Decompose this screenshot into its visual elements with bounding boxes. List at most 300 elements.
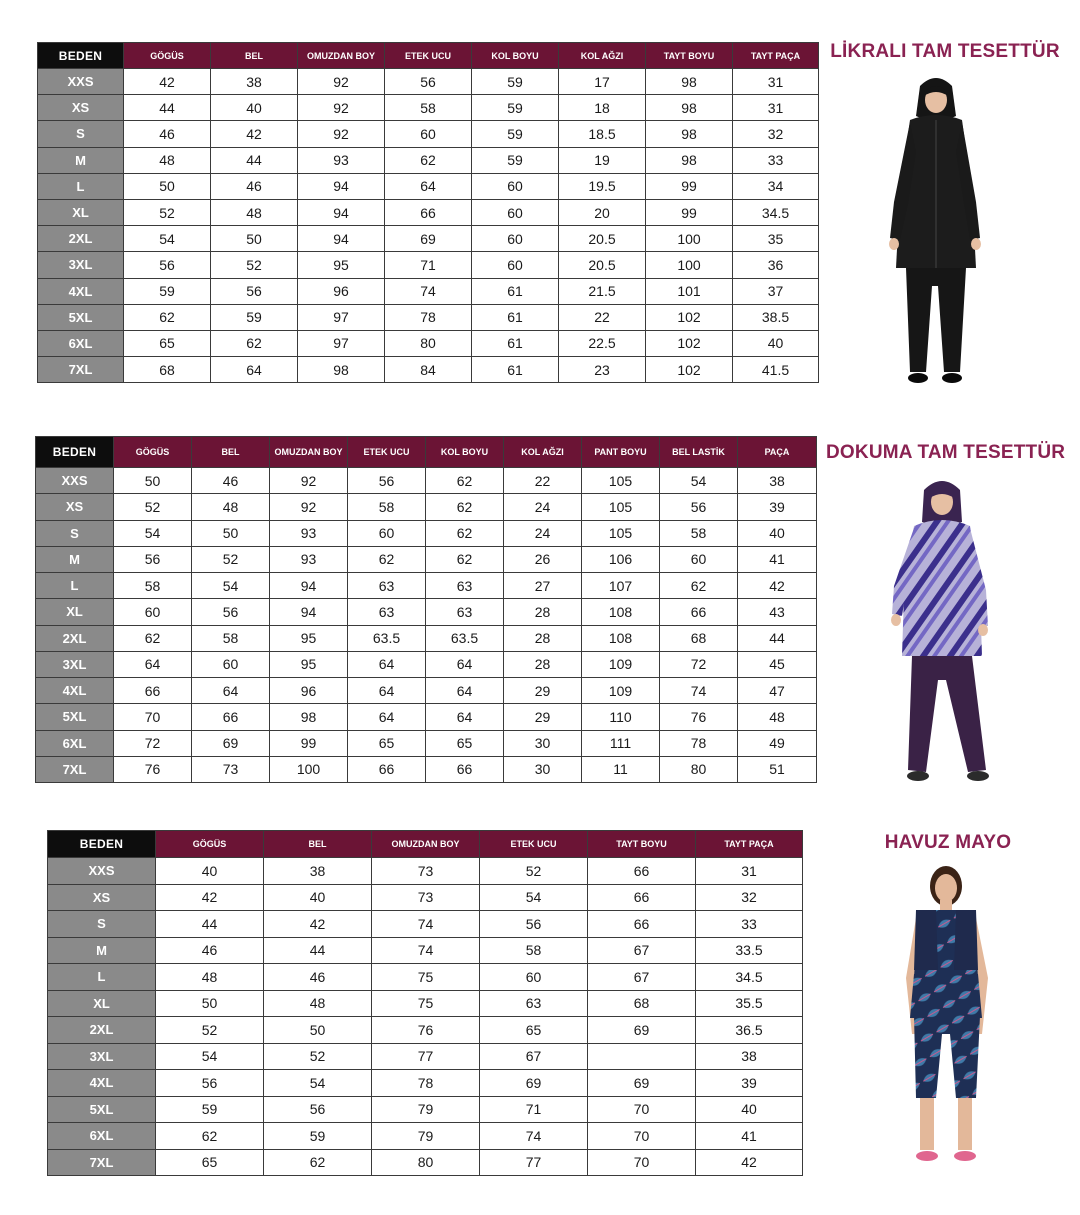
table-row bbox=[48, 1149, 803, 1176]
measurement-cell: 93 bbox=[270, 546, 348, 572]
measurement-cell: 80 bbox=[372, 1149, 480, 1176]
measurement-cell: 76 bbox=[372, 1017, 480, 1044]
measurement-cell: 59 bbox=[472, 147, 559, 173]
column-header: GÖGÜS bbox=[156, 831, 264, 858]
measurement-cell: 58 bbox=[480, 937, 588, 964]
measurement-cell: 34 bbox=[733, 173, 819, 199]
column-header: KOL AĞZI bbox=[504, 437, 582, 468]
table-row bbox=[36, 651, 817, 677]
measurement-cell: 61 bbox=[472, 330, 559, 356]
measurement-cell: 66 bbox=[588, 884, 696, 911]
table-row bbox=[36, 546, 817, 572]
column-header: KOL AĞZI bbox=[559, 43, 646, 69]
measurement-cell: 96 bbox=[298, 278, 385, 304]
measurement-cell: 19 bbox=[559, 147, 646, 173]
table-row bbox=[36, 573, 817, 599]
column-header: ETEK UCU bbox=[480, 831, 588, 858]
column-header: PAÇA bbox=[738, 437, 817, 468]
column-header: GÖGÜS bbox=[114, 437, 192, 468]
measurement-cell: 69 bbox=[385, 226, 472, 252]
measurement-cell: 29 bbox=[504, 678, 582, 704]
measurement-cell: 56 bbox=[192, 599, 270, 625]
measurement-cell: 35.5 bbox=[696, 990, 803, 1017]
column-header: BEL LASTİK bbox=[660, 437, 738, 468]
column-header: ETEK UCU bbox=[348, 437, 426, 468]
measurement-cell: 24 bbox=[504, 494, 582, 520]
measurement-cell: 74 bbox=[480, 1123, 588, 1150]
measurement-cell: 62 bbox=[426, 494, 504, 520]
measurement-cell: 44 bbox=[738, 625, 817, 651]
size-label: 6XL bbox=[48, 1123, 156, 1150]
measurement-cell: 94 bbox=[298, 226, 385, 252]
column-header: TAYT BOYU bbox=[588, 831, 696, 858]
measurement-cell: 72 bbox=[114, 730, 192, 756]
size-label: M bbox=[36, 546, 114, 572]
measurement-cell: 30 bbox=[504, 756, 582, 782]
measurement-cell: 46 bbox=[211, 173, 298, 199]
measurement-cell: 66 bbox=[588, 911, 696, 938]
size-label: M bbox=[38, 147, 124, 173]
measurement-cell: 59 bbox=[264, 1123, 372, 1150]
measurement-cell: 23 bbox=[559, 357, 646, 383]
measurement-cell: 31 bbox=[733, 95, 819, 121]
measurement-cell: 61 bbox=[472, 278, 559, 304]
measurement-cell: 62 bbox=[426, 468, 504, 494]
table-row bbox=[48, 990, 803, 1017]
column-header: KOL BOYU bbox=[472, 43, 559, 69]
measurement-cell: 56 bbox=[480, 911, 588, 938]
measurement-cell: 19.5 bbox=[559, 173, 646, 199]
measurement-cell: 35 bbox=[733, 226, 819, 252]
size-label: 5XL bbox=[36, 704, 114, 730]
size-label: 2XL bbox=[36, 625, 114, 651]
measurement-cell: 66 bbox=[660, 599, 738, 625]
measurement-cell: 58 bbox=[660, 520, 738, 546]
size-table-dokuma bbox=[35, 436, 817, 783]
measurement-cell: 65 bbox=[348, 730, 426, 756]
measurement-cell: 44 bbox=[211, 147, 298, 173]
measurement-cell: 22.5 bbox=[559, 330, 646, 356]
size-label: S bbox=[38, 121, 124, 147]
measurement-cell: 74 bbox=[385, 278, 472, 304]
measurement-cell: 59 bbox=[472, 69, 559, 95]
measurement-cell: 41 bbox=[738, 546, 817, 572]
table-row bbox=[38, 304, 819, 330]
column-header: OMUZDAN BOY bbox=[372, 831, 480, 858]
measurement-cell: 64 bbox=[114, 651, 192, 677]
measurement-cell: 78 bbox=[660, 730, 738, 756]
measurement-cell: 70 bbox=[588, 1123, 696, 1150]
measurement-cell: 36 bbox=[733, 252, 819, 278]
measurement-cell: 69 bbox=[588, 1017, 696, 1044]
measurement-cell: 39 bbox=[696, 1070, 803, 1097]
measurement-cell: 97 bbox=[298, 304, 385, 330]
size-label: 4XL bbox=[38, 278, 124, 304]
column-header: BEL bbox=[192, 437, 270, 468]
measurement-cell: 20.5 bbox=[559, 252, 646, 278]
measurement-cell: 110 bbox=[582, 704, 660, 730]
measurement-cell: 74 bbox=[372, 937, 480, 964]
measurement-cell: 54 bbox=[480, 884, 588, 911]
measurement-cell: 41 bbox=[696, 1123, 803, 1150]
measurement-cell: 59 bbox=[156, 1096, 264, 1123]
measurement-cell: 59 bbox=[472, 95, 559, 121]
measurement-cell: 40 bbox=[264, 884, 372, 911]
measurement-cell: 32 bbox=[696, 884, 803, 911]
table-row bbox=[38, 95, 819, 121]
measurement-cell: 56 bbox=[385, 69, 472, 95]
measurement-cell: 28 bbox=[504, 625, 582, 651]
measurement-cell: 66 bbox=[348, 756, 426, 782]
measurement-cell: 62 bbox=[426, 546, 504, 572]
measurement-cell: 46 bbox=[156, 937, 264, 964]
measurement-cell: 77 bbox=[372, 1043, 480, 1070]
measurement-cell: 51 bbox=[738, 756, 817, 782]
measurement-cell: 92 bbox=[298, 121, 385, 147]
table-row bbox=[38, 226, 819, 252]
table-row bbox=[38, 252, 819, 278]
table-row bbox=[48, 911, 803, 938]
measurement-cell: 65 bbox=[426, 730, 504, 756]
measurement-cell: 63 bbox=[348, 599, 426, 625]
measurement-cell: 52 bbox=[114, 494, 192, 520]
measurement-cell: 44 bbox=[124, 95, 211, 121]
measurement-cell bbox=[588, 1043, 696, 1070]
measurement-cell: 58 bbox=[385, 95, 472, 121]
column-header: OMUZDAN BOY bbox=[298, 43, 385, 69]
measurement-cell: 17 bbox=[559, 69, 646, 95]
measurement-cell: 93 bbox=[270, 520, 348, 546]
measurement-cell: 60 bbox=[192, 651, 270, 677]
measurement-cell: 63 bbox=[480, 990, 588, 1017]
measurement-cell: 60 bbox=[472, 199, 559, 225]
measurement-cell: 54 bbox=[114, 520, 192, 546]
measurement-cell: 95 bbox=[298, 252, 385, 278]
measurement-cell: 63 bbox=[426, 599, 504, 625]
measurement-cell: 72 bbox=[660, 651, 738, 677]
measurement-cell: 59 bbox=[472, 121, 559, 147]
measurement-cell: 52 bbox=[264, 1043, 372, 1070]
size-label: 7XL bbox=[36, 756, 114, 782]
table-row bbox=[48, 1096, 803, 1123]
measurement-cell: 44 bbox=[156, 911, 264, 938]
measurement-cell: 68 bbox=[124, 357, 211, 383]
measurement-cell: 105 bbox=[582, 520, 660, 546]
table-row bbox=[36, 520, 817, 546]
measurement-cell: 56 bbox=[264, 1096, 372, 1123]
measurement-cell: 59 bbox=[211, 304, 298, 330]
size-label: L bbox=[48, 964, 156, 991]
measurement-cell: 44 bbox=[264, 937, 372, 964]
measurement-cell: 101 bbox=[646, 278, 733, 304]
size-label: S bbox=[48, 911, 156, 938]
measurement-cell: 94 bbox=[270, 573, 348, 599]
table-row bbox=[36, 468, 817, 494]
measurement-cell: 64 bbox=[348, 704, 426, 730]
measurement-cell: 56 bbox=[211, 278, 298, 304]
size-label: 2XL bbox=[48, 1017, 156, 1044]
measurement-cell: 54 bbox=[264, 1070, 372, 1097]
table-row bbox=[38, 330, 819, 356]
measurement-cell: 107 bbox=[582, 573, 660, 599]
measurement-cell: 62 bbox=[348, 546, 426, 572]
measurement-cell: 67 bbox=[588, 964, 696, 991]
measurement-cell: 60 bbox=[385, 121, 472, 147]
column-header: OMUZDAN BOY bbox=[270, 437, 348, 468]
measurement-cell: 40 bbox=[696, 1096, 803, 1123]
model-photo-likrali bbox=[880, 72, 990, 388]
measurement-cell: 99 bbox=[270, 730, 348, 756]
measurement-cell: 62 bbox=[385, 147, 472, 173]
measurement-cell: 52 bbox=[192, 546, 270, 572]
measurement-cell: 102 bbox=[646, 330, 733, 356]
header-beden: BEDEN bbox=[38, 43, 124, 69]
measurement-cell: 64 bbox=[385, 173, 472, 199]
measurement-cell: 48 bbox=[211, 199, 298, 225]
measurement-cell: 46 bbox=[192, 468, 270, 494]
header-beden: BEDEN bbox=[36, 437, 114, 468]
header-beden: BEDEN bbox=[48, 831, 156, 858]
size-label: XL bbox=[36, 599, 114, 625]
table-row bbox=[38, 147, 819, 173]
size-label: 7XL bbox=[48, 1149, 156, 1176]
measurement-cell: 29 bbox=[504, 704, 582, 730]
measurement-cell: 68 bbox=[660, 625, 738, 651]
size-label: M bbox=[48, 937, 156, 964]
measurement-cell: 20 bbox=[559, 199, 646, 225]
measurement-cell: 71 bbox=[385, 252, 472, 278]
measurement-cell: 63 bbox=[426, 573, 504, 599]
measurement-cell: 62 bbox=[660, 573, 738, 599]
measurement-cell: 41.5 bbox=[733, 357, 819, 383]
measurement-cell: 27 bbox=[504, 573, 582, 599]
measurement-cell: 95 bbox=[270, 651, 348, 677]
measurement-cell: 58 bbox=[114, 573, 192, 599]
table-row bbox=[38, 357, 819, 383]
measurement-cell: 24 bbox=[504, 520, 582, 546]
measurement-cell: 73 bbox=[192, 756, 270, 782]
measurement-cell: 32 bbox=[733, 121, 819, 147]
measurement-cell: 64 bbox=[348, 651, 426, 677]
measurement-cell: 37 bbox=[733, 278, 819, 304]
product-title-havuz: HAVUZ MAYO bbox=[884, 832, 1012, 853]
measurement-cell: 94 bbox=[270, 599, 348, 625]
measurement-cell: 102 bbox=[646, 304, 733, 330]
size-label: XS bbox=[48, 884, 156, 911]
model-photo-dokuma bbox=[886, 474, 996, 788]
measurement-cell: 11 bbox=[582, 756, 660, 782]
column-header: GÖGÜS bbox=[124, 43, 211, 69]
measurement-cell: 21.5 bbox=[559, 278, 646, 304]
measurement-cell: 65 bbox=[480, 1017, 588, 1044]
column-header: BEL bbox=[211, 43, 298, 69]
measurement-cell: 65 bbox=[124, 330, 211, 356]
measurement-cell: 48 bbox=[124, 147, 211, 173]
table-row bbox=[48, 1017, 803, 1044]
size-label: XL bbox=[48, 990, 156, 1017]
measurement-cell: 109 bbox=[582, 678, 660, 704]
measurement-cell: 60 bbox=[114, 599, 192, 625]
measurement-cell: 63.5 bbox=[348, 625, 426, 651]
measurement-cell: 48 bbox=[264, 990, 372, 1017]
measurement-cell: 22 bbox=[559, 304, 646, 330]
measurement-cell: 98 bbox=[646, 147, 733, 173]
table-row bbox=[48, 1070, 803, 1097]
measurement-cell: 30 bbox=[504, 730, 582, 756]
model-photo-havuz bbox=[896, 858, 996, 1168]
table-row bbox=[38, 278, 819, 304]
measurement-cell: 105 bbox=[582, 494, 660, 520]
table-row bbox=[36, 704, 817, 730]
measurement-cell: 54 bbox=[156, 1043, 264, 1070]
measurement-cell: 94 bbox=[298, 199, 385, 225]
table-row bbox=[48, 964, 803, 991]
measurement-cell: 38 bbox=[264, 858, 372, 885]
measurement-cell: 69 bbox=[192, 730, 270, 756]
size-table-likrali bbox=[37, 42, 819, 383]
measurement-cell: 84 bbox=[385, 357, 472, 383]
measurement-cell: 20.5 bbox=[559, 226, 646, 252]
measurement-cell: 42 bbox=[156, 884, 264, 911]
measurement-cell: 109 bbox=[582, 651, 660, 677]
measurement-cell: 52 bbox=[480, 858, 588, 885]
measurement-cell: 64 bbox=[211, 357, 298, 383]
table-row bbox=[38, 199, 819, 225]
measurement-cell: 94 bbox=[298, 173, 385, 199]
measurement-cell: 97 bbox=[298, 330, 385, 356]
measurement-cell: 18.5 bbox=[559, 121, 646, 147]
measurement-cell: 98 bbox=[270, 704, 348, 730]
measurement-cell: 62 bbox=[124, 304, 211, 330]
size-table-havuz bbox=[47, 830, 803, 1176]
measurement-cell: 105 bbox=[582, 468, 660, 494]
measurement-cell: 60 bbox=[660, 546, 738, 572]
measurement-cell: 62 bbox=[426, 520, 504, 546]
table-row bbox=[48, 884, 803, 911]
measurement-cell: 96 bbox=[270, 678, 348, 704]
measurement-cell: 46 bbox=[124, 121, 211, 147]
measurement-cell: 62 bbox=[156, 1123, 264, 1150]
measurement-cell: 67 bbox=[588, 937, 696, 964]
measurement-cell: 100 bbox=[270, 756, 348, 782]
size-label: XL bbox=[38, 199, 124, 225]
measurement-cell: 54 bbox=[192, 573, 270, 599]
measurement-cell: 40 bbox=[738, 520, 817, 546]
measurement-cell: 38 bbox=[211, 69, 298, 95]
measurement-cell: 68 bbox=[588, 990, 696, 1017]
measurement-cell: 80 bbox=[385, 330, 472, 356]
size-label: L bbox=[36, 573, 114, 599]
measurement-cell: 75 bbox=[372, 990, 480, 1017]
measurement-cell: 50 bbox=[114, 468, 192, 494]
measurement-cell: 34.5 bbox=[733, 199, 819, 225]
table-row bbox=[48, 1043, 803, 1070]
table-row bbox=[36, 494, 817, 520]
measurement-cell: 66 bbox=[192, 704, 270, 730]
measurement-cell: 56 bbox=[114, 546, 192, 572]
measurement-cell: 40 bbox=[211, 95, 298, 121]
measurement-cell: 58 bbox=[192, 625, 270, 651]
measurement-cell: 60 bbox=[472, 226, 559, 252]
measurement-cell: 71 bbox=[480, 1096, 588, 1123]
measurement-cell: 56 bbox=[124, 252, 211, 278]
size-label: 3XL bbox=[36, 651, 114, 677]
measurement-cell: 67 bbox=[480, 1043, 588, 1070]
table-row bbox=[48, 937, 803, 964]
measurement-cell: 59 bbox=[124, 278, 211, 304]
measurement-cell: 99 bbox=[646, 199, 733, 225]
measurement-cell: 26 bbox=[504, 546, 582, 572]
measurement-cell: 42 bbox=[211, 121, 298, 147]
measurement-cell: 99 bbox=[646, 173, 733, 199]
measurement-cell: 31 bbox=[733, 69, 819, 95]
measurement-cell: 64 bbox=[426, 651, 504, 677]
measurement-cell: 42 bbox=[738, 573, 817, 599]
measurement-cell: 36.5 bbox=[696, 1017, 803, 1044]
measurement-cell: 98 bbox=[298, 357, 385, 383]
table-row bbox=[48, 858, 803, 885]
measurement-cell: 74 bbox=[372, 911, 480, 938]
measurement-cell: 54 bbox=[124, 226, 211, 252]
measurement-cell: 61 bbox=[472, 304, 559, 330]
measurement-cell: 42 bbox=[124, 69, 211, 95]
measurement-cell: 39 bbox=[738, 494, 817, 520]
measurement-cell: 79 bbox=[372, 1123, 480, 1150]
measurement-cell: 22 bbox=[504, 468, 582, 494]
measurement-cell: 66 bbox=[426, 756, 504, 782]
size-label: XS bbox=[36, 494, 114, 520]
measurement-cell: 98 bbox=[646, 69, 733, 95]
table-row bbox=[38, 121, 819, 147]
product-title-likrali: LİKRALI TAM TESETTÜR bbox=[830, 41, 1060, 62]
measurement-cell: 66 bbox=[114, 678, 192, 704]
measurement-cell: 43 bbox=[738, 599, 817, 625]
measurement-cell: 75 bbox=[372, 964, 480, 991]
measurement-cell: 64 bbox=[192, 678, 270, 704]
size-label: 6XL bbox=[36, 730, 114, 756]
measurement-cell: 92 bbox=[298, 69, 385, 95]
measurement-cell: 76 bbox=[114, 756, 192, 782]
column-header: TAYT BOYU bbox=[646, 43, 733, 69]
measurement-cell: 66 bbox=[588, 858, 696, 885]
measurement-cell: 52 bbox=[211, 252, 298, 278]
size-label: L bbox=[38, 173, 124, 199]
size-label: 7XL bbox=[38, 357, 124, 383]
measurement-cell: 60 bbox=[480, 964, 588, 991]
measurement-cell: 62 bbox=[114, 625, 192, 651]
measurement-cell: 76 bbox=[660, 704, 738, 730]
column-header: PANT BOYU bbox=[582, 437, 660, 468]
measurement-cell: 61 bbox=[472, 357, 559, 383]
measurement-cell: 42 bbox=[696, 1149, 803, 1176]
measurement-cell: 77 bbox=[480, 1149, 588, 1176]
measurement-cell: 62 bbox=[211, 330, 298, 356]
table-row bbox=[36, 678, 817, 704]
measurement-cell: 38 bbox=[696, 1043, 803, 1070]
size-label: 2XL bbox=[38, 226, 124, 252]
measurement-cell: 70 bbox=[114, 704, 192, 730]
size-label: 6XL bbox=[38, 330, 124, 356]
table-row bbox=[36, 599, 817, 625]
measurement-cell: 54 bbox=[660, 468, 738, 494]
measurement-cell: 48 bbox=[192, 494, 270, 520]
measurement-cell: 70 bbox=[588, 1096, 696, 1123]
measurement-cell: 78 bbox=[385, 304, 472, 330]
size-label: 4XL bbox=[48, 1070, 156, 1097]
measurement-cell: 58 bbox=[348, 494, 426, 520]
measurement-cell: 92 bbox=[298, 95, 385, 121]
measurement-cell: 33.5 bbox=[696, 937, 803, 964]
